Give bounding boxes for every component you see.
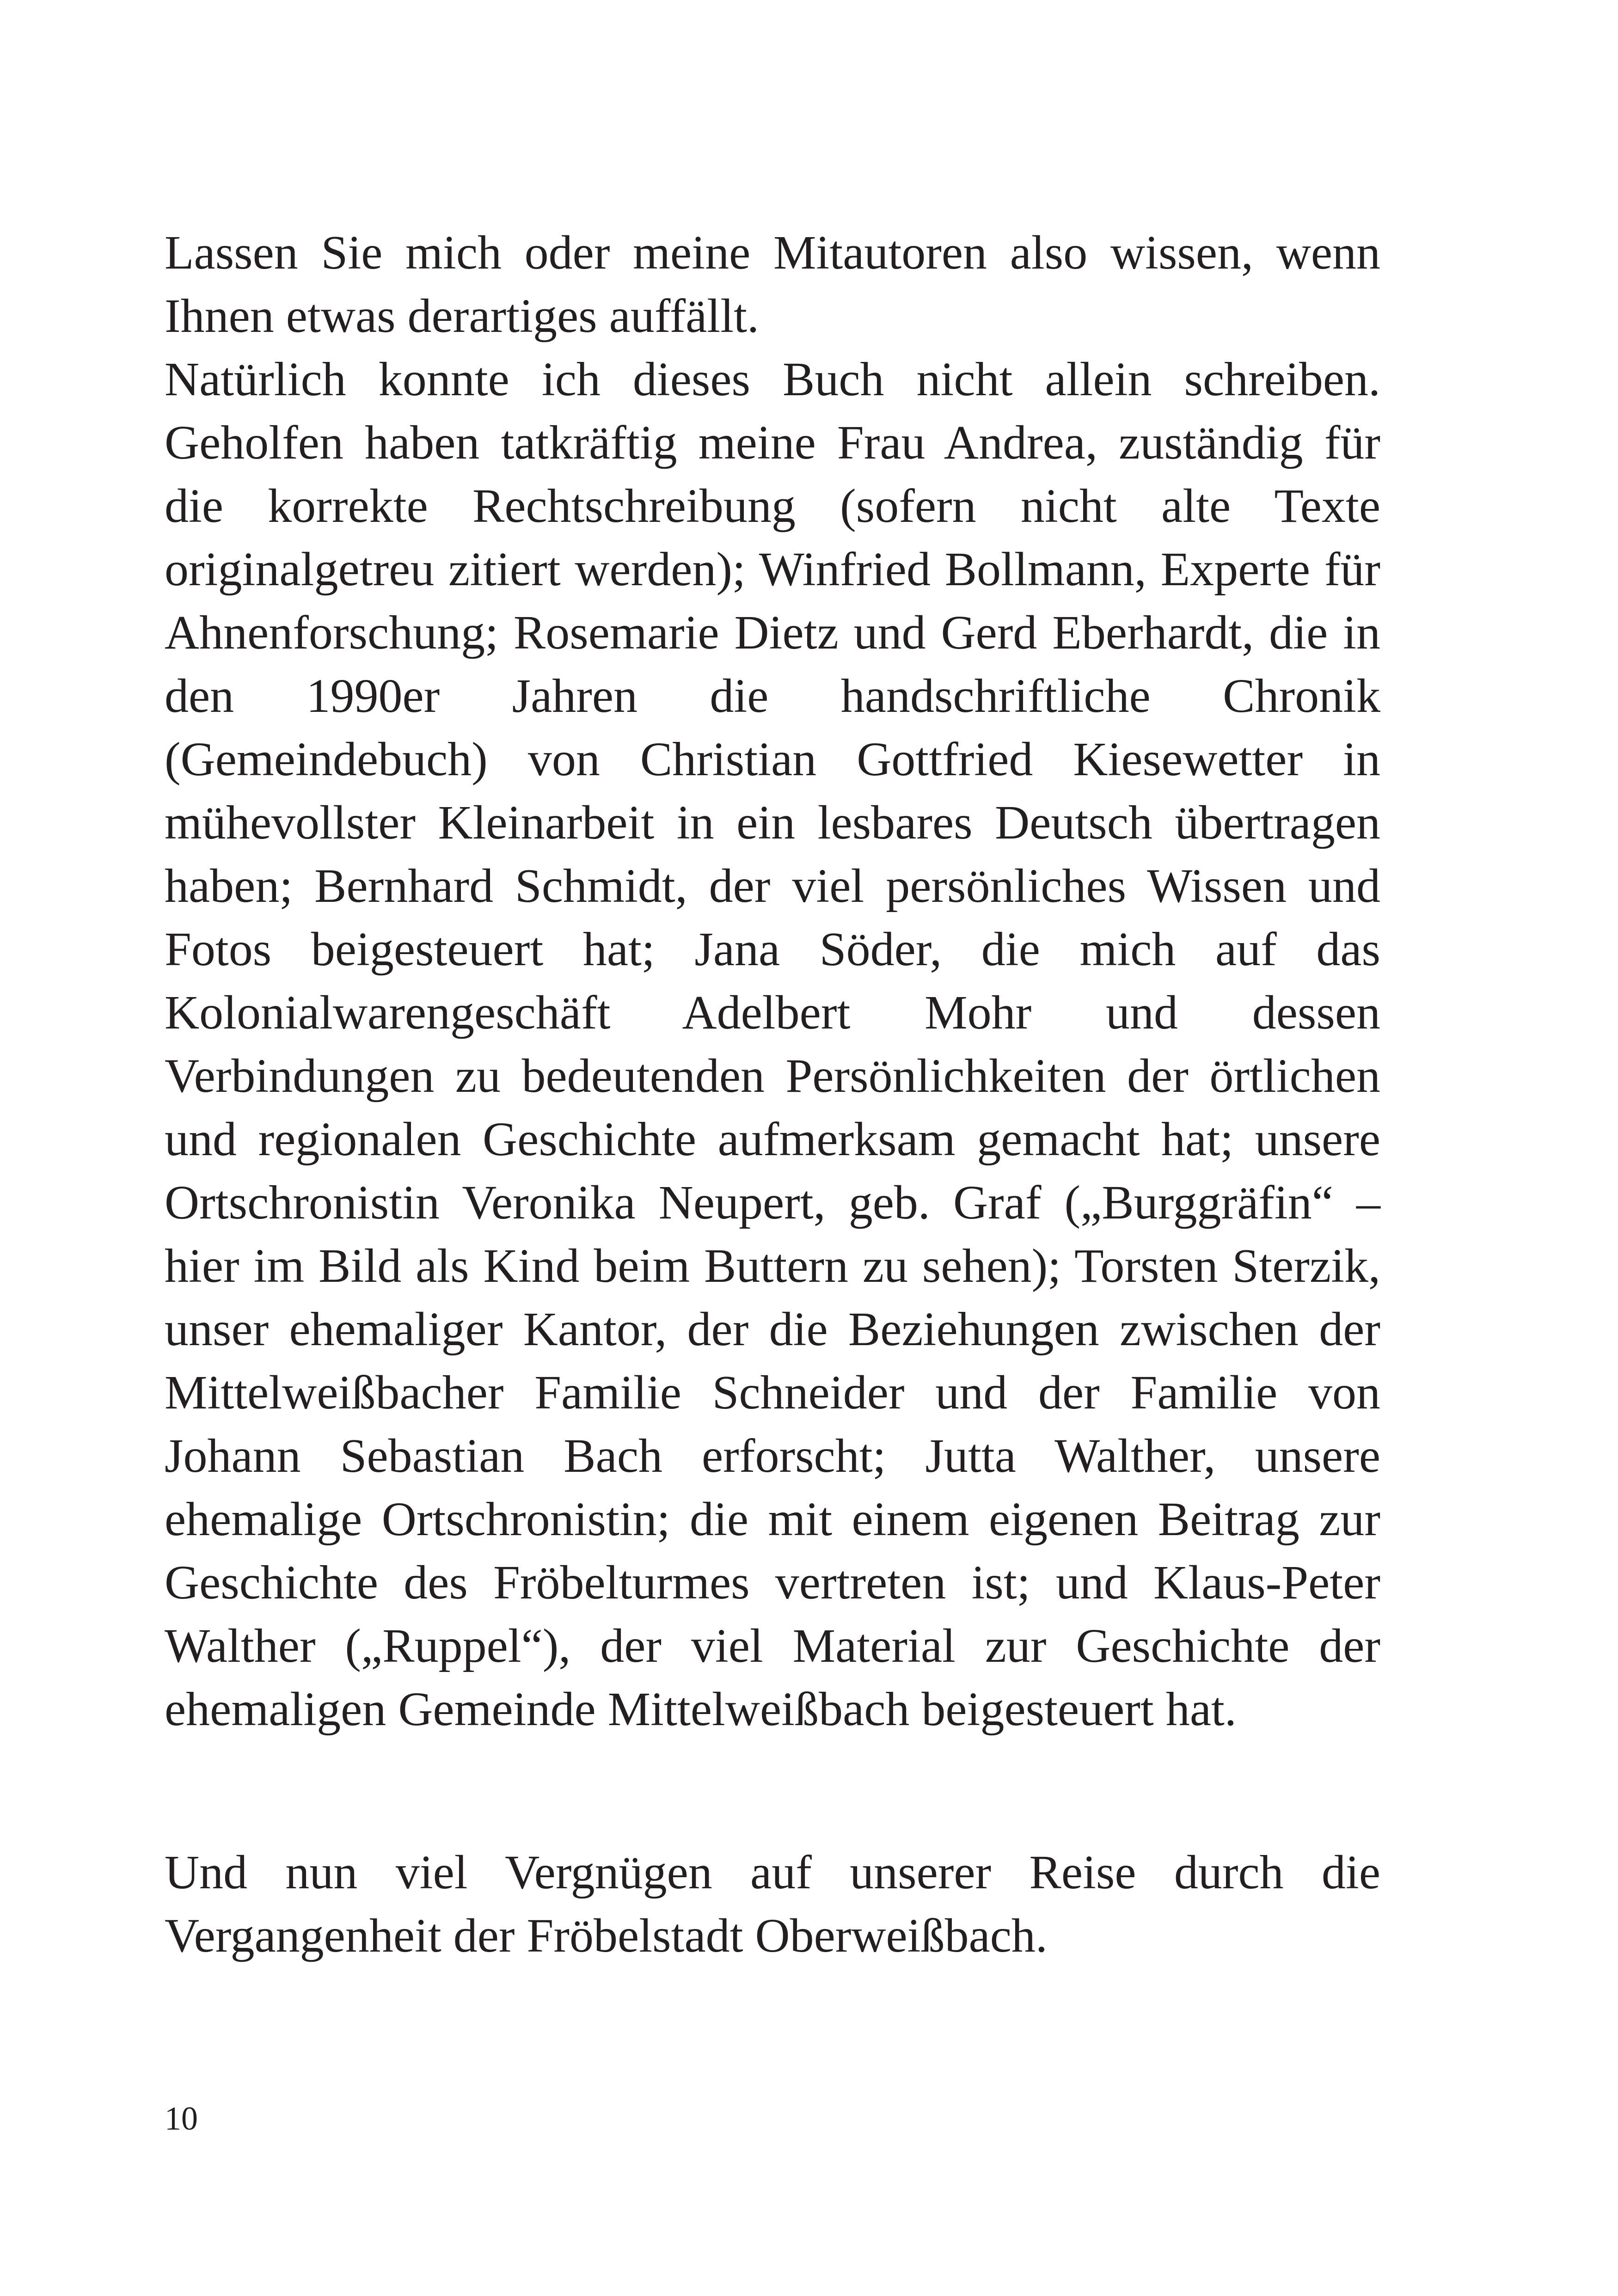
paragraph-acknowledgements: Natürlich konnte ich dieses Buch nicht allein schreiben. Geholfen haben tatkräftig meine Frau Andrea, zuständig für die korrekte Rechtschreibung (sofern nicht alte Texte originalgetreu zitiert werden); Winfried Bollmann, Experte für Ahnenforschung; Rosemarie Dietz und Gerd Eberhardt, die in den 1990er Jahren die handschriftliche Chronik (Gemeindebuch) von Christian Gottfried Kiesewetter in mühevollster Kleinarbeit in ein lesbares Deutsch übertragen haben; Bernhard Schmidt, der viel persönliches Wissen und Fotos beigesteuert hat; Jana Söder, die mich auf das Kolonialwarengeschäft Adelbert Mohr und dessen Verbindungen zu bedeutenden Persönlichkeiten der örtlichen und regionalen Geschichte aufmerksam gemacht hat; unsere Ortschronistin Veronika Neupert, geb. Graf („Burggräfin“ – hier im Bild als Kind beim Buttern zu sehen); Torsten Sterzik, unser ehemaliger Kantor, der die Beziehungen zwischen der Mittelweißbacher Familie Schneider und der Familie von Johann Sebastian Bach erforscht; Jutta Walther, unsere ehemalige Ortschronistin; die mit einem eigenen Beitrag zur Geschichte des Fröbelturmes vertreten ist; und Klaus-Peter Walther („Ruppel“), der viel Material zur Geschichte der ehemaligen Gemeinde Mittelweißbach beigesteuert hat. — [165, 353, 1380, 1736]
closing-text — [165, 1841, 1380, 1967]
body-text — [165, 221, 1380, 1741]
page-number: 10 — [165, 2100, 198, 2137]
paragraph-closing: Und nun viel Vergnügen auf unserer Reise durch die Vergangenheit der Fröbelstadt Oberweißbach. — [165, 1846, 1380, 1962]
paragraph-intro: Lassen Sie mich oder meine Mitautoren also wissen, wenn Ihnen etwas derartiges auffällt. — [165, 226, 1380, 343]
